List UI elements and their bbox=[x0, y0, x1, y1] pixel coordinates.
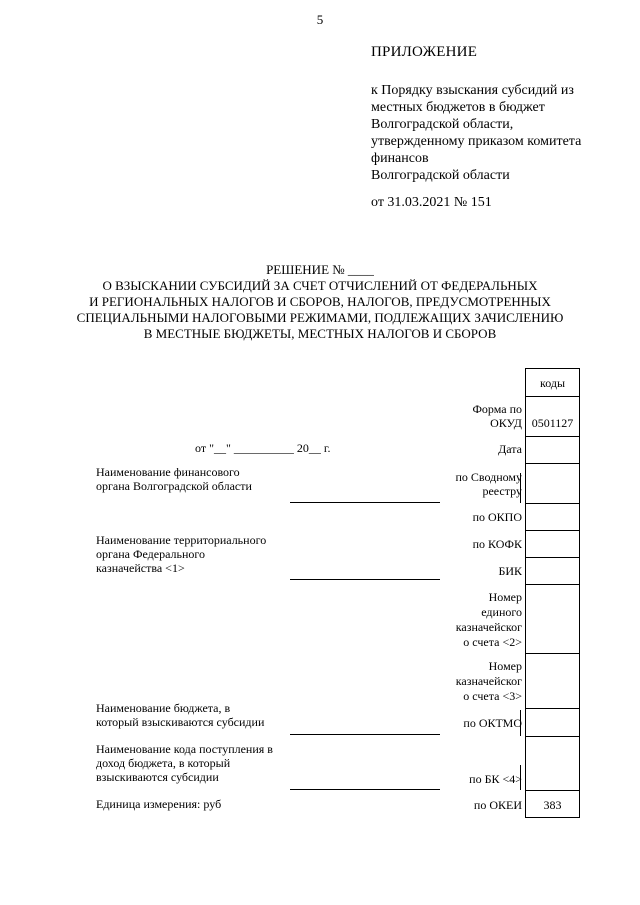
codes-row-divider bbox=[525, 463, 580, 464]
summary-registry-label: реестру bbox=[482, 484, 522, 498]
okei-code-value: 383 bbox=[543, 798, 562, 812]
summary-registry-label: по Сводному bbox=[455, 470, 522, 484]
single-account-label: единого bbox=[481, 605, 522, 619]
decision-subtitle-line: СПЕЦИАЛЬНЫМИ НАЛОГОВЫМИ РЕЖИМАМИ, ПОДЛЕЖАЩИХ ЗАЧИСЛЕНИЮ bbox=[76, 310, 564, 325]
income-code-label: взыскиваются субсидии bbox=[96, 770, 219, 784]
codes-row-divider bbox=[525, 530, 580, 531]
bk-label: по БК <4> bbox=[469, 772, 522, 786]
income-code-underline bbox=[290, 789, 440, 790]
appendix-line: Волгоградской области bbox=[371, 168, 510, 183]
kofk-label: по КОФК bbox=[472, 537, 522, 551]
bracket-tick bbox=[520, 710, 521, 736]
single-account-label: Номер bbox=[488, 590, 522, 604]
codes-row-divider bbox=[525, 708, 580, 709]
single-account-label: о счета <2> bbox=[463, 635, 522, 649]
okei-label: по ОКЕИ bbox=[473, 798, 522, 812]
treasury-account-label: казначейског bbox=[455, 674, 522, 688]
okud-label: ОКУД bbox=[490, 416, 522, 430]
budget-underline bbox=[290, 734, 440, 735]
treasury-body-label: казначейства <1> bbox=[96, 561, 185, 575]
appendix-title: ПРИЛОЖЕНИЕ bbox=[371, 44, 478, 60]
appendix-line: финансов bbox=[371, 151, 429, 166]
appendix-line: к Порядку взыскания субсидий из bbox=[371, 83, 574, 98]
oktmo-label: по ОКТМО bbox=[463, 716, 522, 730]
finance-body-label: органа Волгоградской области bbox=[96, 479, 252, 493]
single-account-label: казначейског bbox=[455, 620, 522, 634]
unit-label: Единица измерения: руб bbox=[96, 797, 222, 811]
okpo-label: по ОКПО bbox=[472, 510, 522, 524]
finance-body-underline bbox=[290, 502, 440, 503]
bik-label: БИК bbox=[498, 564, 522, 578]
okud-code-value: 0501127 bbox=[531, 416, 574, 430]
okud-label: Форма по bbox=[472, 402, 522, 416]
finance-body-label: Наименование финансового bbox=[96, 465, 240, 479]
codes-row-divider bbox=[525, 436, 580, 437]
codes-header: коды bbox=[539, 376, 566, 390]
codes-row-divider bbox=[525, 396, 580, 397]
treasury-account-label: Номер bbox=[488, 659, 522, 673]
income-code-label: доход бюджета, в который bbox=[96, 756, 231, 770]
decision-subtitle-line: О ВЗЫСКАНИИ СУБСИДИЙ ЗА СЧЕТ ОТЧИСЛЕНИЙ ОТ ФЕДЕРАЛЬНЫХ bbox=[102, 278, 538, 293]
codes-row-divider bbox=[525, 557, 580, 558]
appendix-line: утвержденному приказом комитета bbox=[371, 134, 582, 149]
appendix-line: Волгоградской области, bbox=[371, 117, 514, 132]
decision-date-line: от "__" __________ 20__ г. bbox=[195, 441, 331, 455]
codes-row-divider bbox=[525, 790, 580, 791]
treasury-body-label: органа Федерального bbox=[96, 547, 206, 561]
page-number: 5 bbox=[316, 12, 324, 27]
budget-label: Наименование бюджета, в bbox=[96, 701, 231, 715]
income-code-label: Наименование кода поступления в bbox=[96, 742, 273, 756]
bracket-tick bbox=[520, 473, 521, 503]
bracket-tick bbox=[520, 765, 521, 790]
appendix-date-number: от 31.03.2021 № 151 bbox=[371, 195, 492, 210]
treasury-body-label: Наименование территориального bbox=[96, 533, 267, 547]
appendix-line: местных бюджетов в бюджет bbox=[371, 100, 545, 115]
codes-row-divider bbox=[525, 736, 580, 737]
codes-row-divider bbox=[525, 653, 580, 654]
codes-row-divider bbox=[525, 503, 580, 504]
treasury-account-label: о счета <3> bbox=[463, 689, 522, 703]
treasury-body-underline bbox=[290, 579, 440, 580]
decision-subtitle-line: В МЕСТНЫЕ БЮДЖЕТЫ, МЕСТНЫХ НАЛОГОВ И СБОРОВ bbox=[143, 326, 497, 341]
date-label: Дата bbox=[498, 442, 522, 456]
codes-row-divider bbox=[525, 584, 580, 585]
budget-label: который взыскиваются субсидии bbox=[96, 715, 265, 729]
decision-subtitle-line: И РЕГИОНАЛЬНЫХ НАЛОГОВ И СБОРОВ, НАЛОГОВ, ПРЕДУСМОТРЕННЫХ bbox=[89, 294, 551, 309]
decision-title: РЕШЕНИЕ № ____ bbox=[266, 262, 374, 277]
